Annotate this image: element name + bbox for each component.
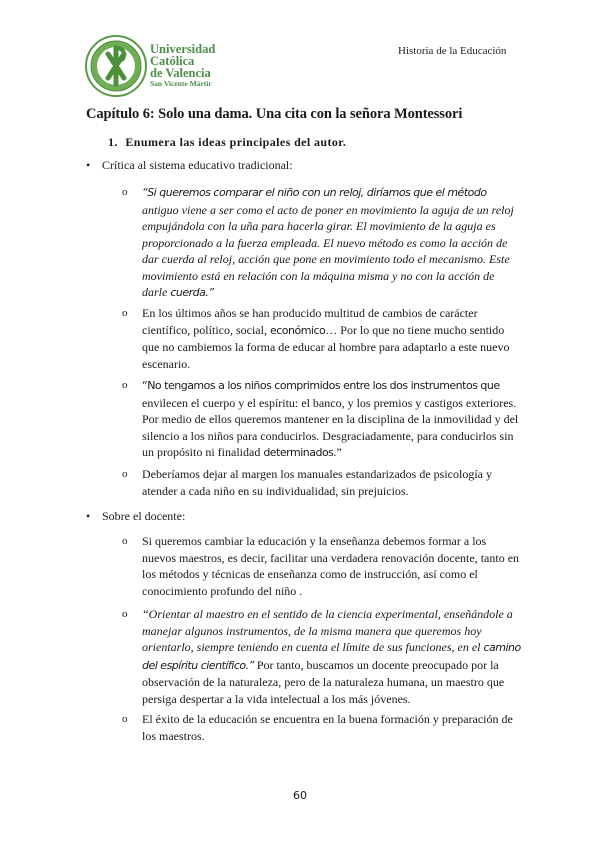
section-heading-text: Sobre el docente:	[102, 509, 186, 523]
sub-bullet-icon: o	[122, 468, 128, 480]
quote-clock	[142, 184, 522, 302]
text-part: “Orientar al maestro en el sentido de la ciencia experimental, enseñándole a manejar algunos instrumentos, de la misma manera que queremos hoy orientarlo, siempre teniendo en cuenta el límite de sus funciones, en el	[142, 607, 513, 654]
text-part: determinados	[263, 446, 334, 459]
text-part: camino del espíritu científico.”	[142, 641, 521, 672]
page-number: 60	[293, 789, 307, 802]
question-text: Enumera las ideas principales del autor.	[125, 135, 347, 149]
text-part: En los últimos años se han producido multitud de cambios de carácter científico, político, social,	[142, 306, 478, 337]
text-part: Por tanto, buscamos un docente preocupado por la observación de la naturaleza, pero de la naturaleza humana, un maestro que persiga despertar a la vida intelectual a los más jóvenes.	[142, 657, 505, 706]
paragraph-changes	[142, 305, 522, 372]
section-heading-text: Crítica al sistema educativo tradicional:	[102, 158, 293, 172]
bullet-icon: •	[86, 158, 91, 172]
logo-line-2: Católica	[150, 54, 195, 68]
paragraph-manuals: Deberíamos dejar al margen los manuales estandarizados de psicología y atender a cada niño en su individualidad, sin prejuicios.	[142, 467, 492, 498]
logo-line-4: San Vicente Mártir	[150, 79, 212, 88]
sub-bullet-icon: o	[122, 307, 128, 319]
sub-bullet-icon: o	[122, 535, 128, 547]
text-part: .”	[333, 445, 342, 459]
paragraph-teacher-training: Si queremos cambiar la educación y la enseñanza debemos formar a los nuevos maestros, es decir, facilitar una verdadera renovación docente, tanto en los métodos y técnicas de enseñanza como de instrucción, así como el conocimiento profundo del niño .	[142, 534, 520, 598]
running-header: Historia de la Educación	[398, 45, 507, 57]
university-seal-icon	[84, 34, 148, 98]
quote-instruments	[142, 377, 522, 462]
chapter-title: Capítulo 6: Solo una dama. Una cita con la señora Montessori	[86, 106, 463, 122]
sub-bullet-icon: o	[122, 608, 128, 620]
question-number: 1.	[108, 135, 118, 149]
text-part: económico	[269, 323, 326, 337]
sub-bullet-icon: o	[122, 379, 128, 391]
university-logo	[84, 34, 224, 98]
bullet-icon: •	[86, 509, 91, 523]
quote-part: “Si queremos comparar el niño con un reloj, diríamos que el método	[142, 186, 487, 199]
quote-part: antiguo viene a ser como el acto de poner en movimiento la aguja de un reloj empujándola con la uña para hacerla girar. El movimiento de la aguja es proporcionado a la fuerza empleada. El nuevo método es como la acción de dar cuerda al reloj, acción que pone en movimiento todo el mecanismo. Este movimiento está en relación con la máquina misma y no con la acción de darle	[142, 202, 514, 299]
text-part: envilecen el cuerpo y el espíritu: el banco, y los premios y castigos exteriores. Por medio de ellos queremos mantener en la disciplina de la inmovilidad y del silencio a los niños para conducirlos. Desgraciadamente, para conducirlos sin un propósito ni finalidad	[142, 395, 519, 459]
section-heading-teacher	[86, 509, 185, 524]
paragraph-success: El éxito de la educación se encuentra en la buena formación y preparación de los maestros.	[142, 712, 513, 743]
logo-line-3: de Valencia	[150, 66, 211, 80]
sub-bullet-icon: o	[122, 186, 128, 198]
quote-part: cuerda.”	[170, 286, 214, 299]
section-heading-criticism	[86, 158, 293, 173]
university-name	[150, 43, 215, 89]
text-part: “No tengamos a los niños comprimidos entre los dos instrumentos que	[142, 379, 500, 392]
text-part: … Por lo que no tiene mucho sentido que no cambiemos la forma de educar al hombre para adaptarlo a este nuevo escenario.	[142, 322, 510, 371]
logo-line-1: Universidad	[150, 42, 216, 56]
quote-orient-teacher	[142, 606, 522, 707]
sub-bullet-icon: o	[122, 713, 128, 725]
question-heading	[108, 135, 346, 150]
